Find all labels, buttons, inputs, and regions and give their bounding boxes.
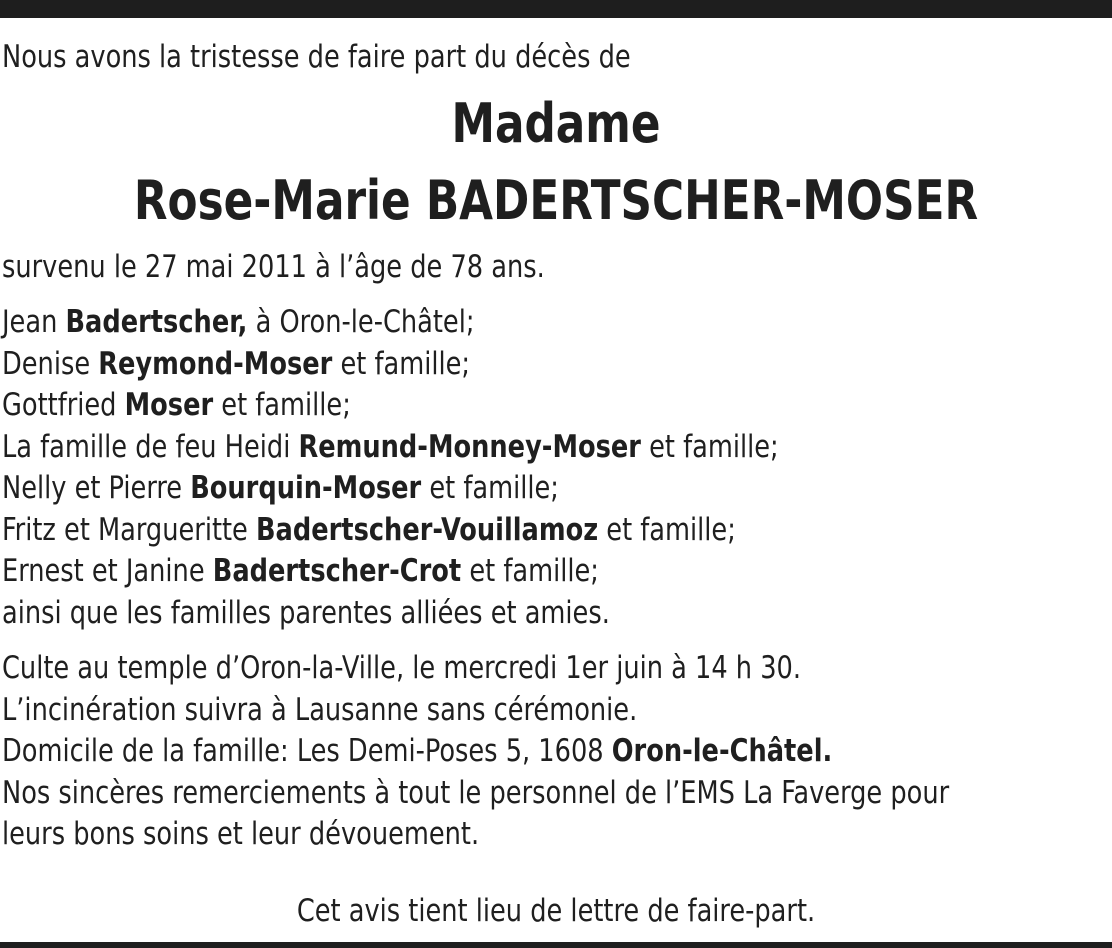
intro-text: Nous avons la tristesse de faire part du décès de: [2, 39, 631, 75]
family-member-prefix: Denise: [2, 345, 99, 382]
thanks-line-1: Nos sincères remerciements à tout le personnel de l’EMS La Faverge pour: [2, 774, 950, 811]
thanks-line-2: leurs bons soins et leur dévouement.: [2, 816, 480, 852]
family-member-prefix: Nelly et Pierre: [2, 470, 191, 506]
family-member-suffix: et famille;: [213, 387, 351, 423]
family-member-surname: Badertscher-Crot: [212, 553, 462, 589]
family-closing-line: ainsi que les familles parentes alliées et amies.: [2, 594, 610, 631]
family-domicile: [2, 731, 1021, 773]
family-member-prefix: Fritz et Margueritte: [2, 511, 257, 548]
family-member-line: [2, 468, 1021, 510]
family-member-prefix: Ernest et Janine: [2, 553, 213, 589]
family-member-suffix: et famille;: [461, 553, 599, 589]
family-member-surname: Bourquin-Moser: [190, 470, 422, 506]
family-member-prefix: Gottfried: [2, 387, 125, 423]
deceased-title: Madame: [451, 92, 661, 155]
domicile-place: Oron-le-Châtel.: [611, 733, 833, 769]
deceased-name-block: [2, 86, 1110, 240]
family-member-line: [2, 427, 1021, 469]
family-member-line: [2, 385, 1021, 427]
bottom-border-rule: [0, 942, 1112, 948]
family-member-line: [2, 302, 1021, 344]
family-member-suffix: et famille;: [640, 428, 779, 465]
top-border-rule: [0, 0, 1112, 18]
family-member-line: [2, 551, 1021, 593]
family-member-surname: Reymond-Moser: [98, 345, 333, 382]
domicile-address: Domicile de la famille: Les Demi-Poses 5, 1608: [2, 733, 612, 769]
family-member-surname: Badertscher,: [65, 304, 248, 340]
family-member-surname: Badertscher-Vouillamoz: [256, 511, 599, 548]
family-member-line: [2, 344, 1021, 386]
family-list: [2, 302, 1110, 634]
family-member-suffix: à Oron-le-Châtel;: [247, 304, 475, 340]
service-details: Culte au temple d’Oron-la-Ville, le mercredi 1er juin à 14 h 30.: [2, 650, 802, 686]
family-member-prefix: Jean: [2, 304, 66, 340]
family-member-suffix: et famille;: [598, 511, 736, 548]
death-date-age: survenu le 27 mai 2011 à l’âge de 78 ans.: [2, 249, 545, 285]
family-member-surname: Moser: [124, 387, 214, 423]
family-member-line: [2, 510, 1021, 552]
family-member-prefix: La famille de feu Heidi: [2, 428, 299, 465]
family-member-suffix: et famille;: [421, 470, 559, 506]
deceased-full-name: Rose-Marie BADERTSCHER-MOSER: [133, 169, 979, 232]
family-member-suffix: et famille;: [332, 345, 471, 382]
family-member-surname: Remund-Monney-Moser: [298, 428, 641, 465]
closing-note: Cet avis tient lieu de lettre de faire-part.: [296, 893, 816, 929]
cremation-details: L’incinération suivra à Lausanne sans cérémonie.: [2, 691, 638, 728]
funeral-information: [2, 648, 1110, 856]
notice-content: [2, 36, 1110, 856]
